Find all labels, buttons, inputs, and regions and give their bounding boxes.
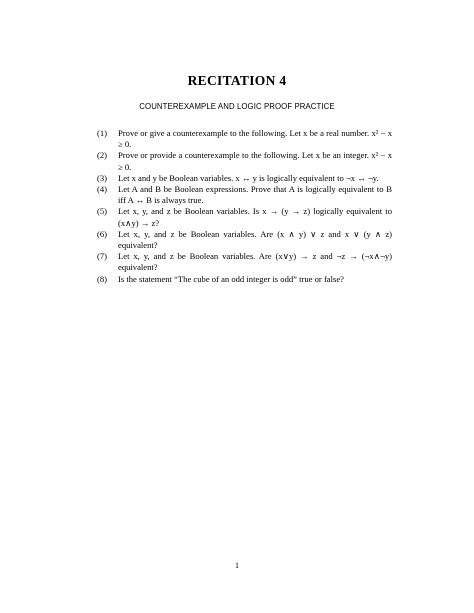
problem-number: (3) bbox=[97, 172, 108, 183]
problem-item bbox=[97, 184, 392, 206]
problem-item bbox=[97, 128, 392, 150]
problem-number: (5) bbox=[97, 206, 108, 217]
problem-number: (6) bbox=[97, 228, 108, 239]
problem-item bbox=[97, 173, 392, 184]
problem-item bbox=[97, 150, 392, 172]
page-subtitle: COUNTEREXAMPLE AND LOGIC PROOF PRACTICE bbox=[139, 102, 335, 111]
problem-text: Let x, y, and z be Boolean variables. Is x → (y → z) logically equivalent to (x∧y) → z? bbox=[118, 206, 392, 228]
problem-text: Prove or provide a counterexample to the following. Let x be an integer. x² − x ≥ 0. bbox=[118, 150, 392, 172]
problem-number: (4) bbox=[97, 184, 108, 195]
problem-text: Let x and y be Boolean variables. x ↔ y is logically equivalent to ¬x ↔ ¬y. bbox=[118, 172, 379, 183]
problem-text: Is the statement “The cube of an odd integer is odd” true or false? bbox=[118, 273, 344, 284]
problem-item bbox=[97, 274, 392, 285]
problem-item bbox=[97, 206, 392, 228]
problem-item bbox=[97, 251, 392, 273]
problem-list bbox=[97, 128, 392, 285]
page-number: 1 bbox=[235, 561, 239, 570]
problem-text: Let A and B be Boolean expressions. Prove that A is logically equivalent to B iff A ↔ B is always true. bbox=[118, 184, 392, 206]
problem-number: (1) bbox=[97, 128, 108, 138]
problem-number: (7) bbox=[97, 251, 108, 262]
problem-text: Let x, y, and z be Boolean variables. Are (x ∧ y) ∨ z and x ∨ (y ∧ z) equivalent? bbox=[118, 228, 392, 251]
problem-text: Let x, y, and z be Boolean variables. Are (x∨y) → z and ¬z → (¬x∧¬y) equivalent? bbox=[118, 251, 392, 273]
page-title: RECITATION 4 bbox=[187, 73, 287, 88]
problem-item bbox=[97, 229, 392, 251]
problem-number: (2) bbox=[97, 150, 108, 161]
problem-number: (8) bbox=[97, 273, 108, 284]
problem-text: Prove or give a counterexample to the following. Let x be a real number. x² − x ≥ 0. bbox=[118, 128, 392, 150]
